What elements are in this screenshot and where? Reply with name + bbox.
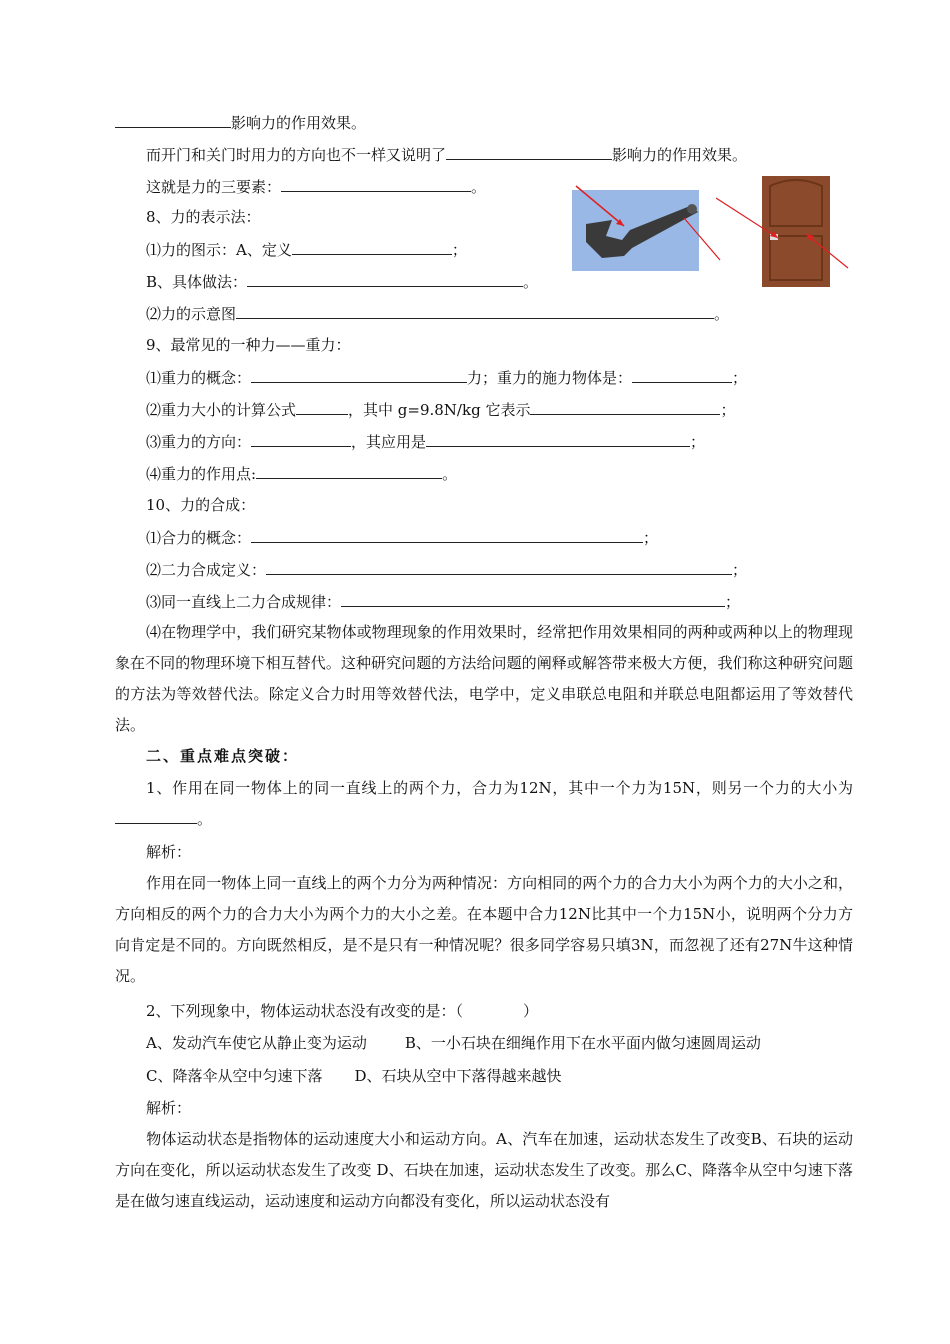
text: 物体运动状态是指物体的运动速度大小和运动方向。A、汽车在加速，运动状态发生了改变B、石块的运动方向在变化，所以运动状态发生了改变 D、石块在加速，运动状态发生了改变。那么C、降落伞从空中匀速下落是在做匀速直线运动，运动速度和运动方向都没有变化，所以运动状态没有: [115, 1130, 853, 1210]
line-15: [146, 559, 747, 580]
text: ；: [725, 593, 741, 611]
door-image: [716, 176, 850, 288]
answer-blank[interactable]: [247, 271, 523, 287]
line-11: [146, 431, 705, 452]
answer-blank[interactable]: [296, 399, 348, 415]
text: B、具体做法：: [146, 273, 248, 291]
text: ，其中 g=9.8N/kg 它表示: [348, 401, 531, 419]
line-3: [146, 176, 486, 197]
section-title: 二、重点难点突破：: [146, 747, 300, 765]
wrench-figure: [572, 178, 722, 271]
text: ⑵重力大小的计算公式: [146, 401, 297, 419]
answer-blank[interactable]: [251, 527, 643, 543]
answer-blank[interactable]: [251, 367, 467, 383]
answer-blank[interactable]: [371, 176, 471, 192]
text: 。: [197, 810, 213, 828]
text: 影响力的作用效果。: [612, 146, 748, 164]
analysis-label: 解析：: [146, 1099, 192, 1117]
text: 这就是力的三要素：: [146, 178, 282, 196]
text: ⑵力的示意图: [146, 305, 237, 323]
text: 而开门和关门时用力的方向也不一样又说明了: [146, 146, 447, 164]
option-a: A、发动汽车使它从静止变为运动: [146, 1034, 367, 1052]
text: ⑷重力的作用点:: [146, 465, 257, 483]
answer-blank[interactable]: [236, 303, 714, 319]
text: ；: [451, 241, 467, 259]
text: 1、作用在同一物体上的同一直线上的两个力，合力为12N，其中一个力为15N，则另一个力的大小为: [146, 779, 853, 797]
option-d: D、石块从空中下落得越来越快: [354, 1067, 562, 1085]
text: ；: [690, 433, 706, 451]
answer-blank[interactable]: [115, 808, 197, 824]
heading-force-representation: 8、力的表示法：: [146, 208, 261, 226]
answer-2: [115, 1124, 853, 1217]
text: ⑴重力的概念：: [146, 369, 252, 387]
text: 影响力的作用效果。: [231, 114, 367, 132]
line-7: [146, 303, 729, 324]
option-b: B、一小石块在细绳作用下在水平面内做匀速圆周运动: [404, 1034, 761, 1052]
answer-blank[interactable]: [446, 144, 612, 160]
text: 。: [523, 273, 539, 291]
line-9: [146, 367, 747, 388]
text: ；: [720, 401, 736, 419]
answer-blank[interactable]: [266, 559, 732, 575]
line-5: [146, 239, 467, 260]
question-2-options-cd: [146, 1066, 562, 1086]
line-14: [146, 527, 658, 548]
door-body: [762, 176, 830, 287]
line-6: [146, 271, 538, 292]
text: ；: [732, 369, 748, 387]
answer-1: [115, 868, 853, 992]
text: ⑵二力合成定义：: [146, 561, 267, 579]
heading-gravity: 9、最常见的一种力——重力：: [146, 336, 351, 354]
text: ⑶重力的方向：: [146, 433, 252, 451]
paragraph-equivalent-substitution: [115, 617, 853, 741]
answer-blank[interactable]: [281, 176, 371, 192]
text: ⑴合力的概念：: [146, 529, 252, 547]
question-2: 2、下列现象中，物体运动状态没有改变的是：（ ）: [146, 1002, 539, 1020]
text: 力；重力的施力物体是：: [467, 369, 633, 387]
text: 。: [714, 305, 730, 323]
question-1: [115, 773, 853, 835]
answer-blank[interactable]: [426, 431, 690, 447]
text: ⑴力的图示：A、定义: [146, 241, 292, 259]
analysis-label: 解析：: [146, 843, 192, 861]
text: ⑷在物理学中，我们研究某物体或物理现象的作用效果时，经常把作用效果相同的两种或两种以上的物理现象在不同的物理环境下相互替代。这种研究问题的方法给问题的阐释或解答带来极大方便，我们称这种研究问题的方法为等效替代法。除定义合力时用等效替代法，电学中，定义串联总电阻和并联总电阻都运用了等效替代法。: [115, 623, 853, 734]
answer-blank[interactable]: [292, 239, 452, 255]
option-c: C、降落伞从空中匀速下落: [146, 1067, 323, 1085]
text: ，其应用是: [351, 433, 427, 451]
answer-blank[interactable]: [256, 463, 442, 479]
text: 。: [471, 178, 487, 196]
answer-blank[interactable]: [115, 112, 231, 128]
line-16: [146, 591, 740, 612]
text: 作用在同一物体上同一直线上的两个力分为两种情况：方向相同的两个力的合力大小为两个力的大小之和，方向相反的两个力的合力大小为两个力的大小之差。在本题中合力12N比其中一个力15N小，说明两个分力方向肯定是不同的。方向既然相反，是不是只有一种情况呢？很多同学容易只填3N，而忽视了还有27N牛这种情况。: [115, 874, 853, 985]
heading-force-composition: 10、力的合成：: [146, 496, 256, 514]
wrench-image: [572, 178, 722, 271]
line-10: [146, 399, 735, 420]
line-12: [146, 463, 457, 484]
text: ；: [643, 529, 659, 547]
answer-blank[interactable]: [251, 431, 351, 447]
question-2-options-ab: [146, 1033, 761, 1053]
wrench-hole: [687, 204, 697, 214]
text: 。: [442, 465, 458, 483]
text: ；: [732, 561, 748, 579]
answer-blank[interactable]: [341, 591, 725, 607]
line-1: [115, 112, 366, 133]
door-figure: [716, 176, 850, 288]
line-2: [146, 144, 747, 165]
answer-blank[interactable]: [632, 367, 732, 383]
answer-blank[interactable]: [530, 399, 720, 415]
text: ⑶同一直线上二力合成规律：: [146, 593, 342, 611]
